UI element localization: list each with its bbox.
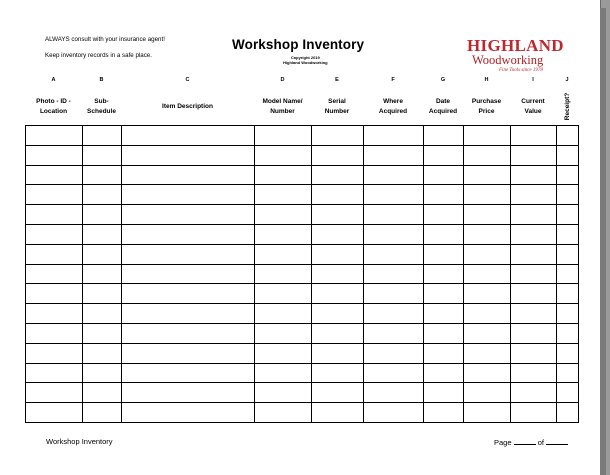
table-cell[interactable] [464, 403, 511, 423]
table-cell[interactable] [26, 363, 83, 383]
table-cell[interactable] [83, 165, 122, 185]
table-cell[interactable] [312, 284, 364, 304]
table-cell[interactable] [312, 304, 364, 324]
table-cell[interactable] [122, 383, 255, 403]
table-cell[interactable] [424, 224, 464, 244]
table-cell[interactable] [364, 165, 424, 185]
table-row [26, 224, 579, 244]
header-purchase-price [463, 97, 510, 117]
table-row [26, 284, 579, 304]
table-cell[interactable] [312, 264, 364, 284]
table-cell[interactable] [122, 304, 255, 324]
table-cell[interactable] [364, 363, 424, 383]
table-row [26, 145, 579, 165]
column-letter-e: E [335, 77, 339, 83]
table-cell[interactable] [557, 264, 579, 284]
of-label: of [537, 438, 544, 447]
table-row [26, 126, 579, 146]
header-date-acquired [423, 97, 463, 117]
table-cell[interactable] [312, 224, 364, 244]
copyright [283, 55, 328, 65]
table-cell[interactable] [464, 185, 511, 205]
table-cell[interactable] [122, 145, 255, 165]
table-cell[interactable] [464, 343, 511, 363]
header-receipt [557, 87, 579, 125]
column-letter-b: B [99, 77, 104, 83]
table-cell[interactable] [557, 383, 579, 403]
table-cell[interactable] [83, 205, 122, 225]
table-cell[interactable] [364, 304, 424, 324]
table-cell[interactable] [511, 145, 557, 165]
table-cell[interactable] [122, 343, 255, 363]
table-cell[interactable] [557, 145, 579, 165]
header-line: Photo - ID - [36, 98, 71, 105]
table-cell[interactable] [26, 383, 83, 403]
table-cell[interactable] [312, 205, 364, 225]
table-cell[interactable] [26, 304, 83, 324]
table-cell[interactable] [364, 126, 424, 146]
header-line: Serial [328, 98, 346, 105]
table-cell[interactable] [511, 284, 557, 304]
table-cell[interactable] [464, 126, 511, 146]
table-cell[interactable] [464, 145, 511, 165]
table-cell[interactable] [26, 323, 83, 343]
header-sub-schedule [82, 97, 121, 117]
table-cell[interactable] [26, 284, 83, 304]
table-cell[interactable] [511, 363, 557, 383]
highland-logo [467, 37, 577, 74]
table-cell[interactable] [312, 185, 364, 205]
table-cell[interactable] [26, 244, 83, 264]
header-serial-number [311, 97, 363, 117]
table-cell[interactable] [557, 205, 579, 225]
table-cell[interactable] [464, 205, 511, 225]
table-row [26, 363, 579, 383]
page-label: Page [494, 438, 512, 447]
header-line: Receipt? [564, 92, 572, 120]
header-photo-id-location [25, 97, 82, 117]
table-cell[interactable] [255, 145, 312, 165]
logo-wordmark-bottom: Woodworking [472, 53, 544, 67]
table-cell[interactable] [83, 264, 122, 284]
table-cell[interactable] [364, 224, 424, 244]
table-cell[interactable] [364, 264, 424, 284]
table-cell[interactable] [83, 224, 122, 244]
table-cell[interactable] [464, 304, 511, 324]
table-cell[interactable] [511, 205, 557, 225]
table-cell[interactable] [255, 383, 312, 403]
table-cell[interactable] [83, 343, 122, 363]
header-line: Price [478, 108, 495, 115]
table-cell[interactable] [424, 165, 464, 185]
table-row [26, 383, 579, 403]
table-cell[interactable] [464, 383, 511, 403]
table-cell[interactable] [424, 145, 464, 165]
copyright-line-1: Copyright 2019 [290, 55, 320, 60]
table-cell[interactable] [83, 185, 122, 205]
table-cell[interactable] [122, 363, 255, 383]
table-cell[interactable] [364, 145, 424, 165]
column-letter-g: G [440, 77, 446, 83]
table-cell[interactable] [511, 264, 557, 284]
table-cell[interactable] [83, 323, 122, 343]
table-cell[interactable] [557, 165, 579, 185]
table-cell[interactable] [364, 343, 424, 363]
table-cell[interactable] [26, 126, 83, 146]
table-cell[interactable] [424, 244, 464, 264]
table-cell[interactable] [511, 126, 557, 146]
table-cell[interactable] [511, 383, 557, 403]
table-cell[interactable] [312, 126, 364, 146]
column-letter-f: F [391, 77, 395, 83]
header-line: Model Name/ [262, 98, 303, 105]
table-cell[interactable] [26, 185, 83, 205]
column-letter-d: D [280, 77, 285, 83]
table-row [26, 165, 579, 185]
table-cell[interactable] [255, 304, 312, 324]
table-row [26, 244, 579, 264]
header-current-value [510, 97, 556, 117]
table-row [26, 185, 579, 205]
table-cell[interactable] [83, 383, 122, 403]
table-cell[interactable] [464, 244, 511, 264]
table-cell[interactable] [364, 383, 424, 403]
header-line: Number [324, 108, 350, 115]
table-cell[interactable] [255, 126, 312, 146]
header-line: Item Description [162, 103, 213, 110]
header-item-description [121, 102, 254, 112]
table-cell[interactable] [424, 126, 464, 146]
table-cell[interactable] [255, 165, 312, 185]
table-cell[interactable] [424, 205, 464, 225]
table-cell[interactable] [26, 224, 83, 244]
table-cell[interactable] [26, 264, 83, 284]
page-title: Workshop Inventory [232, 37, 365, 52]
table-cell[interactable] [364, 205, 424, 225]
records-note: Keep inventory records in a safe place. [45, 52, 152, 59]
table-cell[interactable] [424, 264, 464, 284]
page-shadow [600, 8, 606, 475]
insurance-note: ALWAYS consult with your insurance agent! [45, 36, 165, 43]
table-cell[interactable] [83, 244, 122, 264]
logo-tagline: Fine Tools since 1978 [499, 68, 543, 73]
header-line: Location [39, 108, 68, 115]
table-cell[interactable] [364, 244, 424, 264]
table-cell[interactable] [364, 185, 424, 205]
table-cell[interactable] [464, 165, 511, 185]
table-cell[interactable] [557, 304, 579, 324]
table-cell[interactable] [26, 145, 83, 165]
header-where-acquired [363, 97, 423, 117]
table-cell[interactable] [83, 126, 122, 146]
table-cell[interactable] [424, 343, 464, 363]
footer-title: Workshop Inventory [46, 437, 113, 446]
table-row [26, 403, 579, 423]
table-row [26, 264, 579, 284]
column-letter-j: J [565, 77, 569, 83]
header-line: Acquired [428, 108, 458, 115]
table-cell[interactable] [312, 403, 364, 423]
table-cell[interactable] [122, 185, 255, 205]
table-cell[interactable] [255, 343, 312, 363]
table-cell[interactable] [424, 185, 464, 205]
table-cell[interactable] [511, 403, 557, 423]
table-row [26, 304, 579, 324]
table-cell[interactable] [557, 185, 579, 205]
table-cell[interactable] [83, 284, 122, 304]
table-cell[interactable] [26, 205, 83, 225]
header-line: Where [383, 98, 403, 105]
table-cell[interactable] [122, 264, 255, 284]
table-cell[interactable] [312, 363, 364, 383]
table-cell[interactable] [511, 343, 557, 363]
table-cell[interactable] [511, 304, 557, 324]
table-cell[interactable] [557, 244, 579, 264]
table-row [26, 323, 579, 343]
table-cell[interactable] [312, 145, 364, 165]
table-cell[interactable] [122, 205, 255, 225]
table-cell[interactable] [511, 165, 557, 185]
table-cell[interactable] [83, 403, 122, 423]
table-cell[interactable] [122, 284, 255, 304]
column-letter-h: H [484, 77, 489, 83]
header-line: Current [521, 98, 545, 105]
table-cell[interactable] [424, 363, 464, 383]
table-cell[interactable] [557, 343, 579, 363]
table-cell[interactable] [464, 284, 511, 304]
table-cell[interactable] [557, 126, 579, 146]
table-cell[interactable] [312, 383, 364, 403]
table-cell[interactable] [511, 244, 557, 264]
table-cell[interactable] [122, 403, 255, 423]
table-cell[interactable] [26, 403, 83, 423]
table-row [26, 205, 579, 225]
table-cell[interactable] [255, 264, 312, 284]
column-letter-c: C [185, 77, 190, 83]
table-cell[interactable] [464, 363, 511, 383]
table-cell[interactable] [122, 224, 255, 244]
table-row [26, 343, 579, 363]
table-cell[interactable] [424, 304, 464, 324]
table-cell[interactable] [122, 323, 255, 343]
table-cell[interactable] [424, 323, 464, 343]
table-cell[interactable] [26, 165, 83, 185]
table-cell[interactable] [255, 224, 312, 244]
header-line: Number [270, 108, 295, 115]
inventory-table-body [26, 126, 579, 423]
table-cell[interactable] [557, 224, 579, 244]
table-cell[interactable] [122, 126, 255, 146]
table-cell[interactable] [557, 323, 579, 343]
table-cell[interactable] [464, 323, 511, 343]
header-model-name-number [254, 97, 311, 117]
table-cell[interactable] [464, 264, 511, 284]
table-cell[interactable] [255, 244, 312, 264]
header-line: Acquired [378, 108, 408, 115]
table-cell[interactable] [255, 205, 312, 225]
copyright-line-2: Highland Woodworking [283, 60, 328, 65]
table-cell[interactable] [255, 363, 312, 383]
table-cell[interactable] [83, 304, 122, 324]
header-line: Date [435, 98, 451, 105]
table-cell[interactable] [312, 343, 364, 363]
table-cell[interactable] [83, 363, 122, 383]
table-cell[interactable] [255, 323, 312, 343]
table-cell[interactable] [364, 323, 424, 343]
table-cell[interactable] [364, 403, 424, 423]
header-line: Schedule [87, 108, 116, 115]
page-number-blank[interactable] [514, 437, 536, 445]
table-cell[interactable] [122, 165, 255, 185]
header-line: Purchase [471, 98, 502, 105]
table-cell[interactable] [312, 244, 364, 264]
table-cell[interactable] [424, 383, 464, 403]
table-cell[interactable] [557, 284, 579, 304]
table-cell[interactable] [26, 343, 83, 363]
table-cell[interactable] [557, 363, 579, 383]
table-cell[interactable] [255, 284, 312, 304]
header-line: Value [524, 108, 542, 115]
header-line: Sub- [94, 98, 109, 105]
inventory-table [25, 125, 579, 423]
table-cell[interactable] [424, 284, 464, 304]
table-cell[interactable] [424, 403, 464, 423]
column-letter-i: I [532, 77, 534, 83]
table-cell[interactable] [464, 224, 511, 244]
table-cell[interactable] [511, 185, 557, 205]
footer-page-number [494, 437, 568, 447]
page-total-blank[interactable] [546, 437, 568, 445]
table-cell[interactable] [312, 323, 364, 343]
table-cell[interactable] [255, 403, 312, 423]
table-cell[interactable] [511, 323, 557, 343]
table-cell[interactable] [255, 185, 312, 205]
column-letter-a: A [51, 77, 56, 83]
logo-wordmark-top: HIGHLAND [467, 36, 564, 55]
table-cell[interactable] [312, 165, 364, 185]
table-cell[interactable] [83, 145, 122, 165]
table-cell[interactable] [122, 244, 255, 264]
table-cell[interactable] [511, 224, 557, 244]
table-cell[interactable] [557, 403, 579, 423]
table-cell[interactable] [364, 284, 424, 304]
